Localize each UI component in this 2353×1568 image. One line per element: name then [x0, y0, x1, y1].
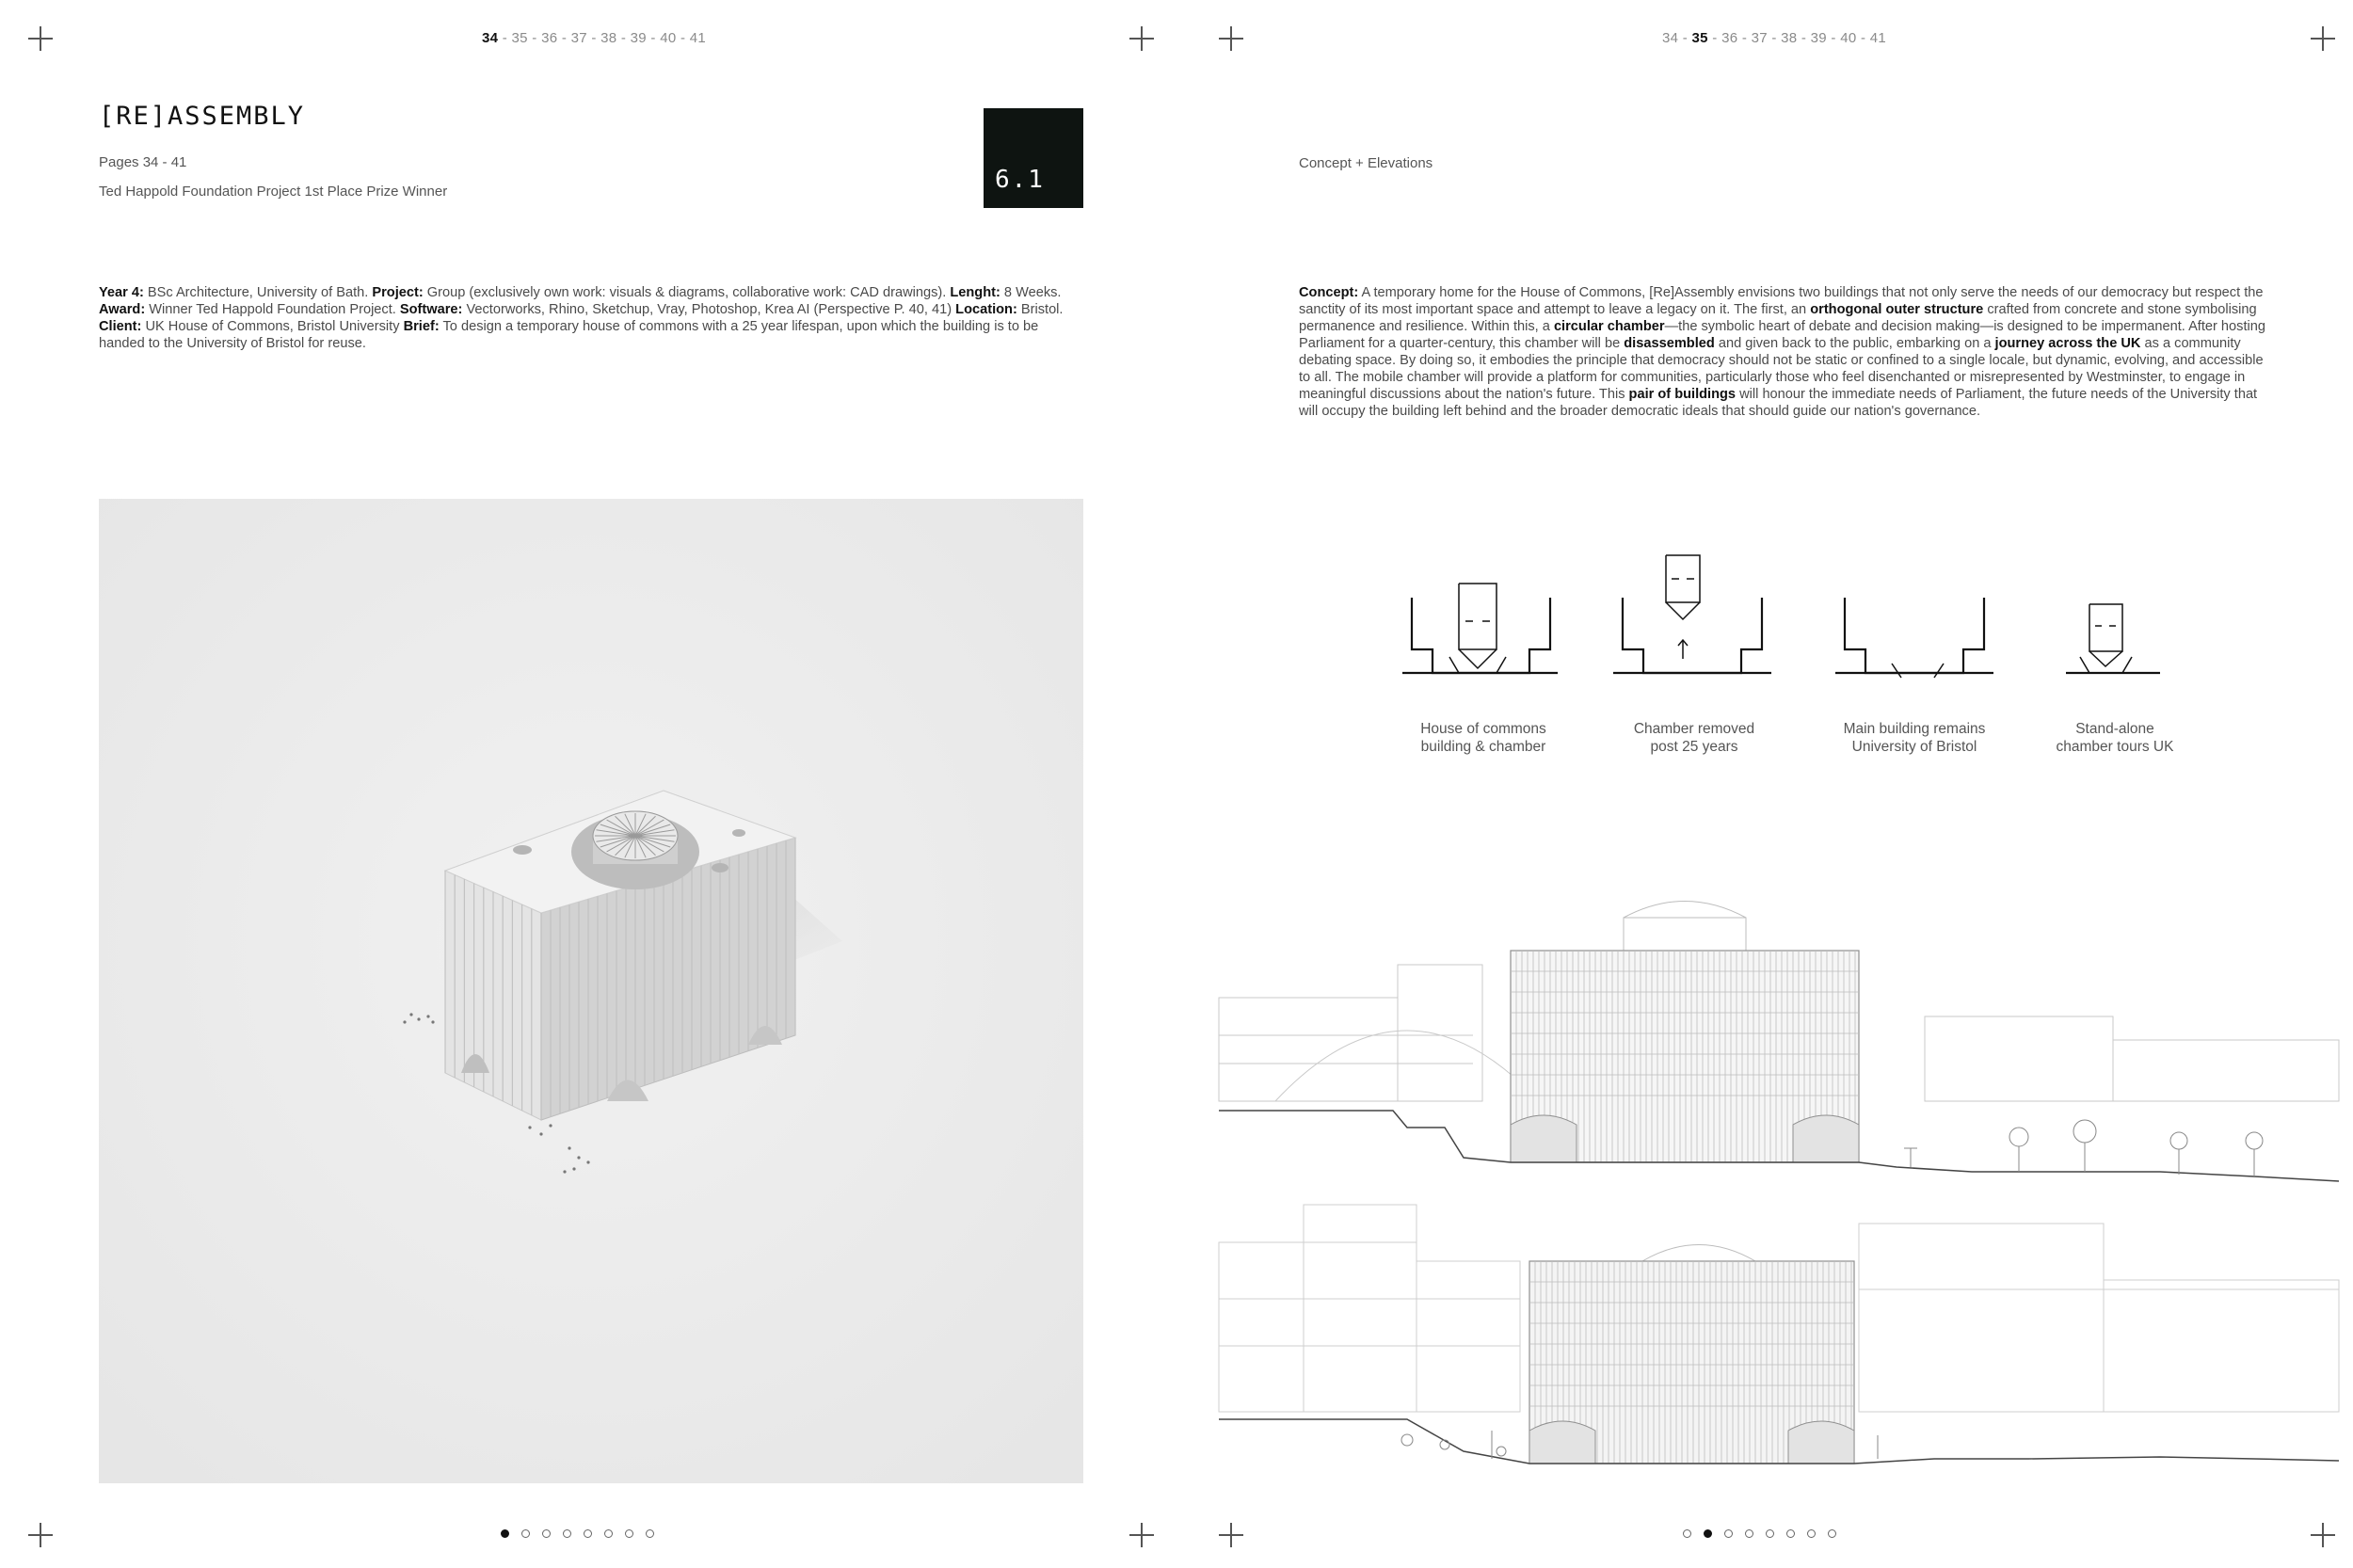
concept-paragraph: [1299, 284, 2268, 420]
emphasis-label: Location:: [955, 302, 1017, 317]
page-separator: -: [676, 30, 690, 46]
page-number-link[interactable]: 35: [1691, 30, 1708, 46]
diagram-caption: [1591, 720, 1798, 756]
building-axonometric: [99, 499, 1083, 1483]
emphasis-label: pair of buildings: [1628, 387, 1737, 402]
page-number-link[interactable]: 36: [541, 30, 558, 46]
paragraph-text: Bristol.: [1016, 302, 1064, 317]
page-number-link[interactable]: 41: [1869, 30, 1887, 46]
pagination-dot[interactable]: [1828, 1529, 1836, 1538]
page-number-link[interactable]: 39: [630, 30, 647, 46]
page-separator: -: [527, 30, 542, 46]
page-number-link[interactable]: 35: [511, 30, 528, 46]
paragraph-text: Winner Ted Happold Foundation Project.: [145, 302, 400, 317]
diagram-caption: [1811, 720, 2018, 756]
caption-line: House of commons: [1420, 721, 1546, 737]
page-separator: -: [1737, 30, 1752, 46]
caption-line: building & chamber: [1420, 739, 1546, 755]
award-line: Ted Happold Foundation Project 1st Place Prize Winner: [99, 184, 448, 200]
pagination-dot[interactable]: [563, 1529, 571, 1538]
trees: [1904, 1120, 2263, 1176]
page-navigation[interactable]: [1662, 30, 1886, 46]
paragraph-text: 8 Weeks.: [1000, 285, 1062, 300]
emphasis-label: orthogonal outer structure: [1810, 302, 1984, 317]
paragraph-text: UK House of Commons, Bristol University: [141, 319, 404, 334]
caption-line: chamber tours UK: [2056, 739, 2174, 755]
pagination-dot[interactable]: [1766, 1529, 1774, 1538]
paragraph-text: To design a temporary house of commons with a 25 year lifespan, upon which the building is to be handed to the University of Bristol for reuse.: [99, 319, 1039, 351]
right-page: [1176, 0, 2353, 1568]
elevation-main-building: [1529, 1245, 1854, 1464]
page-separator: -: [1678, 30, 1692, 46]
paragraph-text: crafted from concrete and stone symbolising permanence and resilience. Within this, a: [1299, 302, 2257, 334]
building-render: [99, 499, 1083, 1483]
roof-light: [712, 863, 728, 872]
paragraph-text: will honour the immediate needs of Parliament, the future needs of the University that will occupy the building left behind and the broader democratic ideals that should guide our nation's governance.: [1299, 387, 2258, 419]
emphasis-label: Concept:: [1299, 285, 1359, 300]
project-title: [RE]ASSEMBLY: [99, 102, 306, 131]
crop-mark: [1219, 26, 1243, 51]
page-separator: -: [557, 30, 571, 46]
crop-mark: [2311, 1523, 2335, 1547]
section-number-badge: [984, 108, 1083, 208]
page-navigation[interactable]: [482, 30, 706, 46]
chamber-roof-spokes: [595, 813, 676, 858]
page-separator: -: [586, 30, 601, 46]
diagram-caption: [1380, 720, 1587, 756]
page-number-link[interactable]: 40: [1840, 30, 1857, 46]
crop-mark: [1129, 1523, 1154, 1547]
crop-mark: [1219, 1523, 1243, 1547]
pagination-dot[interactable]: [646, 1529, 654, 1538]
crop-mark: [2311, 26, 2335, 51]
diagram-stand-alone-chamber: [2066, 604, 2160, 673]
diagram-building-and-chamber: [1402, 584, 1558, 673]
pagination-dot[interactable]: [1704, 1529, 1712, 1538]
pagination-dot[interactable]: [625, 1529, 633, 1538]
paragraph-text: and given back to the public, embarking on a: [1714, 336, 1995, 351]
emphasis-label: circular chamber: [1553, 319, 1665, 334]
page-number-link[interactable]: 36: [1721, 30, 1738, 46]
page-separator: -: [1797, 30, 1811, 46]
roof-light: [513, 845, 532, 855]
diagram-main-building-remains: [1835, 598, 1993, 678]
emphasis-label: Year 4:: [99, 285, 144, 300]
page-separator: -: [1767, 30, 1782, 46]
emphasis-label: Software:: [399, 302, 463, 317]
page-separator: -: [1707, 30, 1722, 46]
emphasis-label: journey across the UK: [1994, 336, 2141, 351]
pagination-dots[interactable]: [501, 1529, 654, 1538]
emphasis-label: Client:: [99, 319, 142, 334]
page-number-link[interactable]: 40: [660, 30, 677, 46]
pagination-dot[interactable]: [1786, 1529, 1795, 1538]
caption-line: University of Bristol: [1851, 739, 1977, 755]
left-page: [0, 0, 1176, 1568]
section-heading: Concept + Elevations: [1299, 155, 1433, 171]
page-separator: -: [1856, 30, 1870, 46]
paragraph-text: BSc Architecture, University of Bath.: [143, 285, 373, 300]
concept-diagrams: [1176, 546, 2353, 696]
page-number-link[interactable]: 34: [1662, 30, 1679, 46]
crop-mark: [28, 26, 53, 51]
elevation-drawing-1: [1219, 875, 2339, 1158]
pagination-dot[interactable]: [1683, 1529, 1691, 1538]
caption-line: post 25 years: [1650, 739, 1738, 755]
roof-light: [732, 829, 745, 837]
paragraph-text: A temporary home for the House of Commons, [Re]Assembly envisions two buildings that not only serve the needs of our democracy but respect the sanctity of its most important space and attempt to leave a legacy on it. The first, an: [1299, 285, 2264, 317]
page-separator: -: [498, 30, 512, 46]
section-number: 6.1: [995, 166, 1045, 194]
elevation-drawing-2: [1219, 1205, 2339, 1468]
pagination-dot[interactable]: [1807, 1529, 1816, 1538]
paragraph-text: Vectorworks, Rhino, Sketchup, Vray, Photoshop, Krea AI (Perspective P. 40, 41): [462, 302, 956, 317]
pagination-dot[interactable]: [1745, 1529, 1753, 1538]
emphasis-label: Lenght:: [950, 285, 1000, 300]
paragraph-text: as a community debating space. By doing so, it embodies the principle that democracy should not be static or confined to a single locale, but dynamic, evolving, and accessible to all. The mobile chamber will provide a platform for communities, particularly those who feel disenchanted or misrepresented by Westminster, to engage in meaningful discussions about the nation's future. This: [1299, 336, 2264, 402]
emphasis-label: Award:: [99, 302, 146, 317]
page-number-link[interactable]: 38: [600, 30, 617, 46]
pagination-dot[interactable]: [584, 1529, 592, 1538]
page-number-link[interactable]: 38: [1781, 30, 1798, 46]
emphasis-label: Project:: [372, 285, 424, 300]
emphasis-label: disassembled: [1624, 336, 1715, 351]
page-separator: -: [646, 30, 661, 46]
page-number-link[interactable]: 37: [570, 30, 587, 46]
paragraph-text: Group (exclusively own work: visuals & diagrams, collaborative work: CAD drawings).: [423, 285, 951, 300]
page-separator: -: [616, 30, 631, 46]
pages-label: Pages 34 - 41: [99, 154, 187, 170]
emphasis-label: Brief:: [403, 319, 440, 334]
diagram-caption: [2011, 720, 2218, 756]
caption-line: Main building remains: [1843, 721, 1986, 737]
project-info-paragraph: [99, 284, 1087, 352]
diagram-chamber-removed: [1613, 555, 1771, 673]
caption-line: Chamber removed: [1633, 721, 1755, 737]
page-number-link[interactable]: 37: [1751, 30, 1768, 46]
page-number-link[interactable]: 41: [689, 30, 707, 46]
page-separator: -: [1826, 30, 1841, 46]
pagination-dot[interactable]: [501, 1529, 509, 1538]
pagination-dot[interactable]: [521, 1529, 530, 1538]
pagination-dot[interactable]: [1724, 1529, 1733, 1538]
paragraph-text: —the symbolic heart of debate and decision making—is designed to be impermanent. After hosting Parliament for a quarter-century, this chamber will be: [1299, 319, 2265, 351]
pagination-dot[interactable]: [604, 1529, 613, 1538]
pagination-dot[interactable]: [542, 1529, 551, 1538]
crop-mark: [28, 1523, 53, 1547]
page-number-link[interactable]: 34: [482, 30, 499, 46]
page-number-link[interactable]: 39: [1810, 30, 1827, 46]
crop-mark: [1129, 26, 1154, 51]
pagination-dots[interactable]: [1683, 1529, 1836, 1538]
caption-line: Stand-alone: [2075, 721, 2154, 737]
elevation-main-building: [1511, 902, 1859, 1163]
